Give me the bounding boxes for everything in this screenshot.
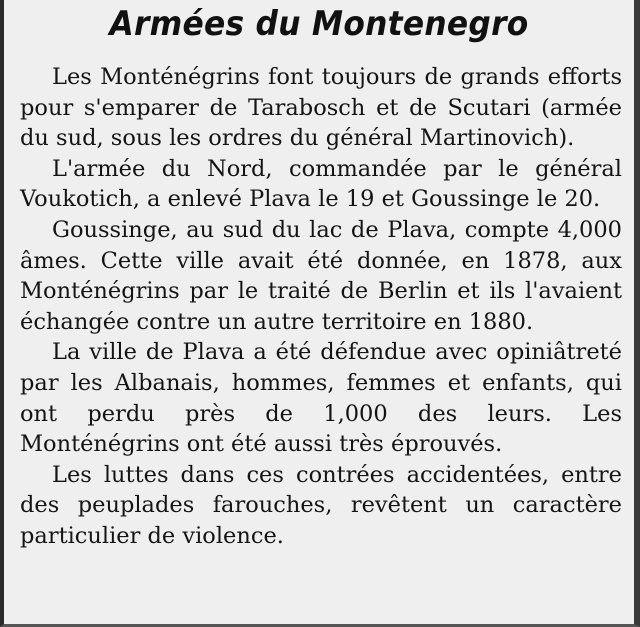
paragraph-3: Goussinge, au sud du lac de Plava, compte 4,000 âmes. Cette ville avait été donnée, en 1878, aux Monténégrins par le traité de Berlin et ils l'avaient échangée contre un autre territoire en 1880.: [20, 216, 622, 335]
paragraph-1: Les Monténégrins font toujours de grands efforts pour s'emparer de Tarabosch et de Scutari (armée du sud, sous les ordres du général Martinovich).: [20, 64, 622, 152]
paragraph-4: La ville de Plava a été défendue avec opiniâtreté par les Albanais, hommes, femmes et enfants, qui ont perdu près de 1,000 des leurs. Les Monténégrins ont été aussi très éprouvés.: [20, 339, 622, 458]
article-title: Armées du Montenegro: [109, 4, 529, 44]
paragraph-5: Les luttes dans ces contrées accidentées, entre des peuplades farouches, revêtent un caractère particulier de violence.: [20, 461, 622, 549]
paragraph-2: L'armée du Nord, commandée par le général Voukotich, a enlevé Plava le 19 et Goussinge le 20.: [20, 155, 622, 213]
article-body: [20, 62, 622, 552]
